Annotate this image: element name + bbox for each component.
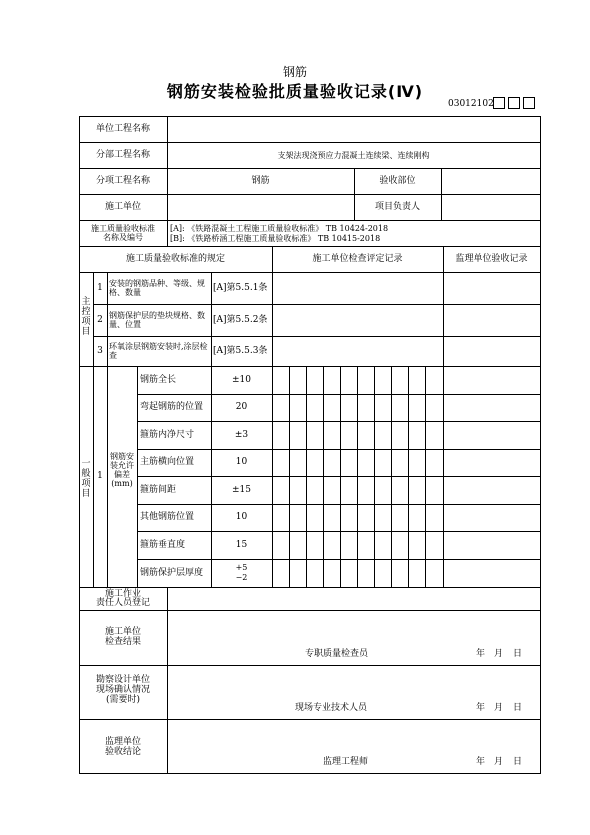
main-item-1-no: 1 [97,283,103,293]
construction-date-day: 日 [513,649,523,659]
batch-part-label: 验收部位 [379,176,416,186]
standard-value-2: [B]: 《铁路桥涵工程施工质量验收标准》 TB 10415-2018 [170,234,381,243]
supervision-date-month: 月 [494,757,504,767]
code-box-3[interactable] [523,97,535,109]
general-item-1-name: 钢筋全长 [140,375,177,385]
general-item-8-value-bottom: −2 [235,573,248,582]
general-item-2-value: 20 [235,402,248,412]
general-group-label: 钢筋安装允许偏差(mm) [110,452,134,488]
general-item-6-name: 其他钢筋位置 [140,512,195,522]
division-label: 分部工程名称 [95,150,150,160]
general-label: 一般项目 [81,459,91,499]
general-item-4-name: 主筋横向位置 [140,457,195,467]
general-item-7-name: 箍筋垂直度 [140,540,186,550]
main-item-1-ref: [A]第5.5.1条 [213,283,268,293]
worker-label-1: 施工作业 [104,589,141,599]
construction-date-month: 月 [494,649,504,659]
supervision-signer: 监理工程师 [323,757,369,767]
unit-project-label: 单位工程名称 [95,124,150,134]
worker-label-2: 责任人员登记 [95,598,150,608]
design-label-3: (需要时) [105,695,141,705]
construction-date-year: 年 [476,649,486,659]
general-item-6-value: 10 [235,512,248,522]
doc-subtitle: 钢筋 [282,65,307,79]
standard-value-1: [A]: 《铁路混凝土工程施工质量验收标准》 TB 10424-2018 [170,224,389,233]
general-item-3-value: ±3 [234,430,249,440]
general-item-7-value: 15 [235,540,248,550]
code-box-1[interactable] [493,97,505,109]
division-value[interactable]: 支架法现浇预应力混凝土连续梁、连续刚构 [277,151,430,160]
code-box-2[interactable] [508,97,520,109]
main-item-2-ref: [A]第5.5.2条 [213,315,268,325]
supervision-date-day: 日 [513,757,523,767]
design-date-year: 年 [476,703,486,713]
design-date-month: 月 [494,703,504,713]
header-check-record: 施工单位检查评定记录 [312,254,403,264]
general-item-8-name: 钢筋保护层厚度 [140,568,204,578]
construction-check-label-2: 检查结果 [104,637,141,647]
design-label-2: 现场确认情况 [95,685,150,695]
doc-code: 03012102 [448,99,494,109]
general-item-3-name: 箍筋内净尺寸 [140,430,195,440]
subitem-label: 分项工程名称 [95,176,150,186]
general-item-2-name: 弯起钢筋的位置 [140,402,204,412]
main-item-1-text: 安装的钢筋品种、等级、规格、数量 [109,279,205,297]
main-item-2-no: 2 [97,315,103,325]
supervision-label-2: 验收结论 [104,747,141,757]
standard-label-1: 施工质量验收标准 [91,224,155,233]
standard-label-2: 名称及编号 [103,233,143,242]
main-item-3-text: 环氧涂层钢筋安装时,涂层检查 [109,342,208,360]
project-manager-label: 项目负责人 [374,202,420,212]
general-item-1-value: ±10 [232,375,251,385]
main-control-label: 主控项目 [81,297,91,337]
supervision-date-year: 年 [476,757,486,767]
general-item-5-name: 箍筋间距 [140,485,177,495]
general-item-4-value: 10 [235,457,248,467]
general-item-5-value: ±15 [232,485,251,495]
header-spec: 施工质量验收标准的规定 [125,254,225,264]
main-item-2-text: 钢筋保护层的垫块规格、数量、位置 [109,311,205,329]
header-supervision-record: 监理单位验收记录 [455,254,528,264]
main-item-3-ref: [A]第5.5.3条 [213,346,268,356]
design-label-1: 勘察设计单位 [95,675,150,685]
general-item-8-value-top: +5 [235,563,248,572]
design-signer: 现场专业技术人员 [295,703,368,713]
doc-title: 钢筋安装检验批质量验收记录(Ⅳ) [166,82,424,101]
general-no: 1 [97,471,103,481]
construction-unit-label: 施工单位 [104,202,141,212]
supervision-label-1: 监理单位 [104,737,141,747]
main-item-3-no: 3 [97,346,103,356]
construction-check-label-1: 施工单位 [104,627,141,637]
design-date-day: 日 [513,703,523,713]
subitem-value[interactable]: 钢筋 [251,176,270,186]
construction-signer: 专职质量检查员 [305,649,369,659]
